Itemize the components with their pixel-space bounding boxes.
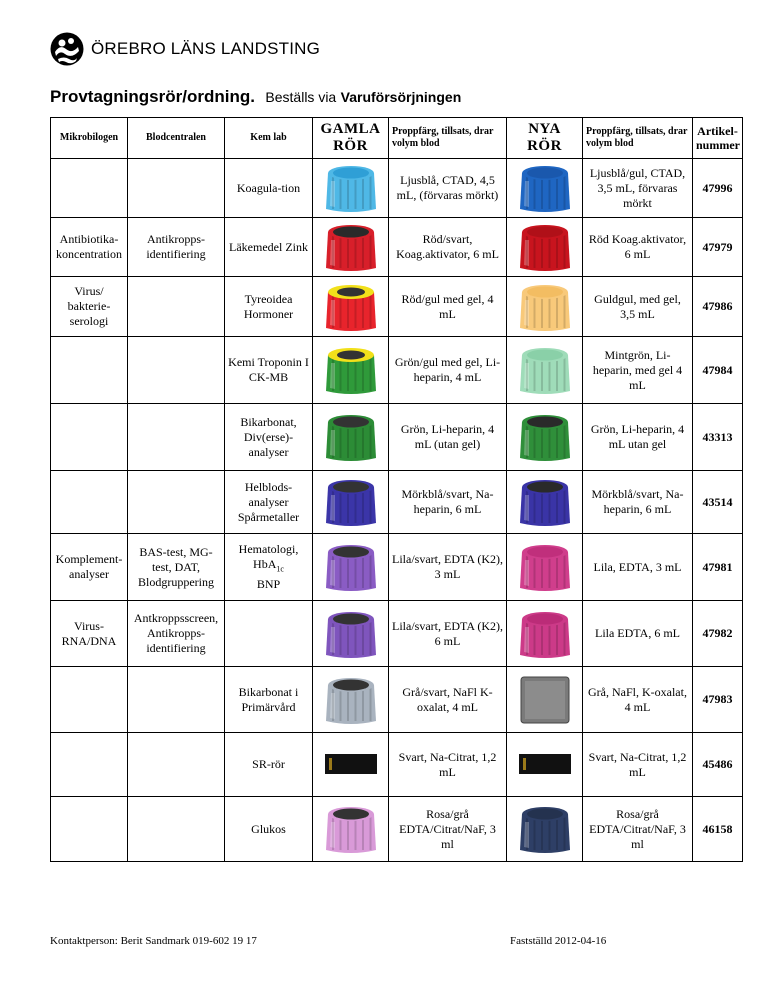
table-row [51,404,743,471]
table-row [51,471,743,534]
col-new-desc: Proppfärg, tillsats, drar volym blod [583,118,693,159]
cell-kem-lab [225,667,313,733]
new-tube-cap-icon [514,607,576,661]
kem-lab-text: Kemi Troponin I CK-MB [228,355,309,384]
table-row [51,277,743,337]
cell-new-tube [507,733,583,797]
kem-lab-text: Koagula-tion [236,180,301,195]
kem-lab-text: Bikarbonat, Div(erse)-analyser [240,414,297,459]
cell-blodcentralen [128,277,225,337]
table-row [51,337,743,404]
cell-old-tube [313,534,389,601]
cell-old-tube [313,471,389,534]
cell-new-tube [507,797,583,862]
kem-lab-text: Hematologi, HbA [238,542,299,572]
new-tube-cap-icon [514,673,576,727]
col-gamla-ror: GAMLA RÖR [313,118,389,159]
cell-new-desc: Guldgul, med gel, 3,5 mL [583,277,693,337]
cell-new-tube [507,337,583,404]
cell-new-tube [507,404,583,471]
cell-new-tube [507,601,583,667]
old-tube-cap-icon [320,540,382,594]
old-tube-cap-icon [320,475,382,529]
cell-old-tube [313,667,389,733]
kem-lab-extra: BNP [256,576,281,591]
cell-old-tube [313,337,389,404]
old-tube-cap-icon [320,161,382,215]
cell-old-desc: Röd/gul med gel, 4 mL [389,277,507,337]
col-blodcentralen: Blodcentralen [128,118,225,159]
new-tube-cap-icon [514,540,576,594]
new-tube-cap-icon [514,410,576,464]
org-name: ÖREBRO LÄNS LANDSTING [91,39,321,58]
footer-established: Fastställd 2012-04-16 [510,935,607,947]
kem-lab-text: Glukos [251,821,286,836]
table-row [51,534,743,601]
cell-kem-lab [225,534,313,601]
cell-old-tube [313,733,389,797]
kem-lab-text: Bikarbonat i Primärvård [238,684,299,714]
cell-new-tube [507,277,583,337]
new-tube-cap-icon [514,802,576,856]
kem-lab-text: Tyreoidea Hormoner [243,291,294,321]
cell-mikrobilogen: Virus-RNA/DNA [51,601,128,667]
cell-old-desc: Svart, Na-Citrat, 1,2 mL [389,733,507,797]
col-mikrobilogen: Mikrobilogen [51,118,128,159]
cell-artikelnummer: 47984 [693,337,743,404]
cell-new-desc: Svart, Na-Citrat, 1,2 mL [583,733,693,797]
cell-new-tube [507,667,583,733]
cell-old-desc: Mörkblå/svart, Na-heparin, 6 mL [389,471,507,534]
cell-mikrobilogen [51,159,128,218]
old-tube-cap-icon [320,280,382,334]
old-tube-cap-icon [320,673,382,727]
kem-lab-subscript: 1c [276,564,284,574]
cell-mikrobilogen [51,337,128,404]
cell-new-desc: Grå, NaFl, K-oxalat, 4 mL [583,667,693,733]
tube-table [50,117,743,862]
cell-artikelnummer: 47981 [693,534,743,601]
cell-old-desc: Grön/gul med gel, Li-heparin, 4 mL [389,337,507,404]
cell-artikelnummer: 45486 [693,733,743,797]
kem-lab-text: SR-rör [252,757,285,771]
cell-old-tube [313,601,389,667]
cell-old-desc: Grå/svart, NaFl K-oxalat, 4 mL [389,667,507,733]
cell-artikelnummer: 43514 [693,471,743,534]
cell-new-desc: Rosa/grå EDTA/Citrat/NaF, 3 ml [583,797,693,862]
cell-artikelnummer: 47982 [693,601,743,667]
cell-new-desc: Röd Koag.aktivator, 6 mL [583,218,693,277]
cell-blodcentralen [128,733,225,797]
old-tube-cap-icon [320,410,382,464]
cell-mikrobilogen: Antibiotika-koncentration [51,218,128,277]
cell-kem-lab [225,404,313,471]
cell-mikrobilogen [51,667,128,733]
title-order-prefix: Beställs via [265,89,337,105]
cell-kem-lab [225,601,313,667]
cell-new-tube [507,534,583,601]
cell-mikrobilogen [51,471,128,534]
cell-artikelnummer: 47979 [693,218,743,277]
cell-old-tube [313,218,389,277]
cell-mikrobilogen: Komplement-analyser [51,534,128,601]
cell-mikrobilogen: Virus/ bakterie-serologi [51,277,128,337]
col-artikelnummer: Artikel-nummer [693,118,743,159]
cell-blodcentralen [128,797,225,862]
cell-kem-lab [225,159,313,218]
cell-blodcentralen [128,337,225,404]
cell-kem-lab [225,218,313,277]
cell-artikelnummer: 46158 [693,797,743,862]
cell-blodcentralen [128,667,225,733]
cell-new-desc: Ljusblå/gul, CTAD, 3,5 mL, förvaras mörkt [583,159,693,218]
cell-new-desc: Mintgrön, Li-heparin, med gel 4 mL [583,337,693,404]
cell-mikrobilogen [51,404,128,471]
old-tube-cap-icon [320,343,382,397]
cell-old-desc: Lila/svart, EDTA (K2), 3 mL [389,534,507,601]
table-row [51,733,743,797]
cell-artikelnummer: 43313 [693,404,743,471]
cell-blodcentralen: Antikropps-identifiering [128,218,225,277]
cell-kem-lab [225,471,313,534]
table-row [51,797,743,862]
cell-old-desc: Grön, Li-heparin, 4 mL (utan gel) [389,404,507,471]
cell-old-desc: Ljusblå, CTAD, 4,5 mL, (förvaras mörkt) [389,159,507,218]
header-logo [50,32,320,66]
cell-old-tube [313,797,389,862]
old-tube-cap-icon [320,802,382,856]
new-tube-cap-icon [514,475,576,529]
cell-artikelnummer: 47996 [693,159,743,218]
cell-new-desc: Lila EDTA, 6 mL [583,601,693,667]
title-main: Provtagningsrör/ordning. [50,87,255,106]
new-tube-cap-icon [514,161,576,215]
col-nya-ror: NYA RÖR [507,118,583,159]
cell-artikelnummer: 47986 [693,277,743,337]
cell-blodcentralen [128,404,225,471]
new-tube-cap-icon [514,343,576,397]
new-tube-cap-icon [514,280,576,334]
table-row [51,159,743,218]
cell-new-desc: Grön, Li-heparin, 4 mL utan gel [583,404,693,471]
cell-old-tube [313,277,389,337]
cell-new-tube [507,159,583,218]
cell-new-tube [507,471,583,534]
kem-lab-text: Läkemedel Zink [229,239,308,254]
footer-contact: Kontaktperson: Berit Sandmark 019-602 19 17 [50,935,257,947]
cell-old-desc: Lila/svart, EDTA (K2), 6 mL [389,601,507,667]
cell-blodcentralen: BAS-test, MG-test, DAT, Blodgruppering [128,534,225,601]
cell-new-desc: Lila, EDTA, 3 mL [583,534,693,601]
cell-new-desc: Mörkblå/svart, Na-heparin, 6 mL [583,471,693,534]
cell-old-tube [313,404,389,471]
cell-kem-lab [225,797,313,862]
table-row [51,601,743,667]
table-row [51,667,743,733]
cell-mikrobilogen [51,733,128,797]
cell-kem-lab [225,733,313,797]
old-tube-cap-icon [320,220,382,274]
new-tube-cap-icon [514,220,576,274]
kem-lab-text: Helblods-analyser Spårmetaller [237,479,300,524]
header-row [51,118,743,159]
title-order-source: Varuförsörjningen [340,89,462,105]
col-old-desc: Proppfärg, tillsats, drar volym blod [389,118,507,159]
cell-old-desc: Röd/svart, Koag.aktivator, 6 mL [389,218,507,277]
cell-mikrobilogen [51,797,128,862]
old-tube-cap-icon [320,607,382,661]
old-tube-cap-icon [320,738,382,792]
cell-kem-lab [225,277,313,337]
cell-blodcentralen [128,471,225,534]
new-tube-cap-icon [514,738,576,792]
col-kem-lab: Kem lab [225,118,313,159]
cell-old-tube [313,159,389,218]
cell-blodcentralen [128,159,225,218]
cell-blodcentralen: Antkroppsscreen, Antikropps-identifiering [128,601,225,667]
cell-kem-lab [225,337,313,404]
table-row [51,218,743,277]
cell-old-desc: Rosa/grå EDTA/Citrat/NaF, 3 ml [389,797,507,862]
cell-new-tube [507,218,583,277]
landsting-logo-icon [50,32,84,66]
page-title [50,87,461,107]
cell-artikelnummer: 47983 [693,667,743,733]
